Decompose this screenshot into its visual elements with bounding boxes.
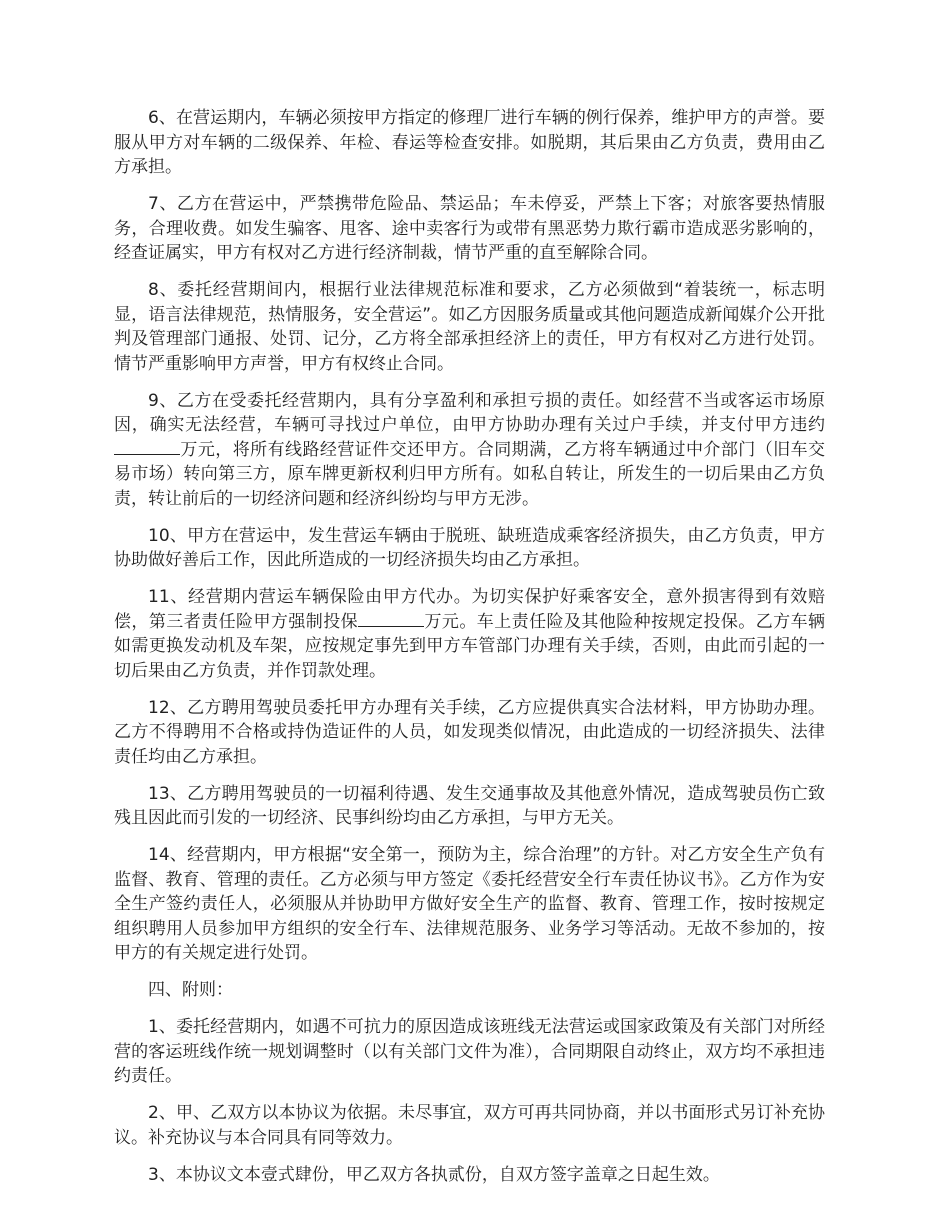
clause-14: 14、经营期内，甲方根据“安全第一，预防为主，综合治理”的方针。对乙方安全生产负有监督、教育、管理的责任。乙方必须与甲方签定《委托经营安全行车责任协议书》。乙方作为安全生产签约责任人，必须服从并协助甲方做好安全生产的监督、教育、管理工作，按时按规定组织聘用人员参加甲方组织的安全行车、法律规范服务、业务学习等活动。无故不参加的，按甲方的有关规定进行处罚。	[114, 845, 825, 963]
clause-13: 13、乙方聘用驾驶员的一切福利待遇、发生交通事故及其他意外情况，造成驾驶员伤亡致残且因此而引发的一切经济、民事纠纷均由乙方承担，与甲方无关。	[114, 783, 825, 828]
clause-11-text-before: 11、经营期内营运车辆保险由甲方代办。为切实保护好乘客安全，意外损害得到有效赔偿，第三者责任险甲方强制投保	[114, 587, 825, 632]
section-heading-supplementary: 四、附则：	[148, 980, 233, 1000]
penalty-amount-blank	[114, 438, 180, 455]
supplementary-clause-1: 1、委托经营期内，如遇不可抗力的原因造成该班线无法营运或国家政策及有关部门对所经营的客运班线作统一规划调整时（以有关部门文件为准），合同期限自动终止，双方均不承担违约责任。	[114, 1017, 825, 1086]
clause-7: 7、乙方在营运中，严禁携带危险品、禁运品；车未停妥，严禁上下客；对旅客要热情服务，合理收费。如发生骗客、甩客、途中卖客行为或带有黑恶势力欺行霸市造成恶劣影响的，经查证属实，甲方有权对乙方进行经济制裁，情节严重的直至解除合同。	[114, 194, 825, 263]
clause-10: 10、甲方在营运中，发生营运车辆由于脱班、缺班造成乘客经济损失，由乙方负责，甲方协助做好善后工作，因此所造成的一切经济损失均由乙方承担。	[114, 525, 825, 570]
clause-11	[114, 585, 825, 683]
clause-9-text-before: 9、乙方在受委托经营期内，具有分享盈利和承担亏损的责任。如经营不当或客运市场原因，确实无法经营，车辆可寻找过户单位，由甲方协助办理有关过户手续，并支付甲方违约	[114, 390, 825, 435]
clause-6: 6、在营运期内，车辆必须按甲方指定的修理厂进行车辆的例行保养，维护甲方的声誉。要服从甲方对车辆的二级保养、年检、春运等检查安排。如脱期，其后果由乙方负责，费用由乙方承担。	[114, 108, 825, 177]
insurance-amount-blank	[358, 610, 424, 627]
clause-12: 12、乙方聘用驾驶员委托甲方办理有关手续，乙方应提供真实合法材料，甲方协助办理。乙方不得聘用不合格或持伪造证件的人员，如发现类似情况，由此造成的一切经济损失、法律责任均由乙方承担。	[114, 697, 825, 767]
clause-11-text-after: 万元。车上责任险及其他险种按规定投保。乙方车辆如需更换发动机及车架，应按规定事先到甲方车管部门办理有关手续，否则，由此而引起的一切后果由乙方负责，并作罚款处理。	[114, 611, 826, 681]
clause-9	[114, 389, 825, 512]
document-page	[114, 106, 825, 1200]
clause-9-text-after: 万元，将所有线路经营证件交还甲方。合同期满，乙方将车辆通过中介部门（旧车交易市场）转向第三方，原车牌更新权利归甲方所有。如私自转让，所发生的一切后果由乙方负责，转让前后的一切经济问题和经济纠纷均与甲方无涉。	[114, 439, 825, 509]
supplementary-clause-3: 3、本协议文本壹式肆份，甲乙双方各执贰份，自双方签字盖章之日起生效。	[148, 1164, 720, 1185]
clause-8: 8、委托经营期间内，根据行业法律规范标准和要求，乙方必须做到“着装统一，标志明显，语言法律规范，热情服务，安全营运”。如乙方因服务质量或其他问题造成新闻媒介公开批判及管理部门通报、处罚、记分，乙方将全部承担经济上的责任，甲方有权对乙方进行处罚。情节严重影响甲方声誉，甲方有权终止合同。	[114, 280, 825, 374]
supplementary-clause-2: 2、甲、乙双方以本协议为依据。未尽事宜，双方可再共同协商，并以书面形式另订补充协议。补充协议与本合同具有同等效力。	[114, 1103, 825, 1148]
